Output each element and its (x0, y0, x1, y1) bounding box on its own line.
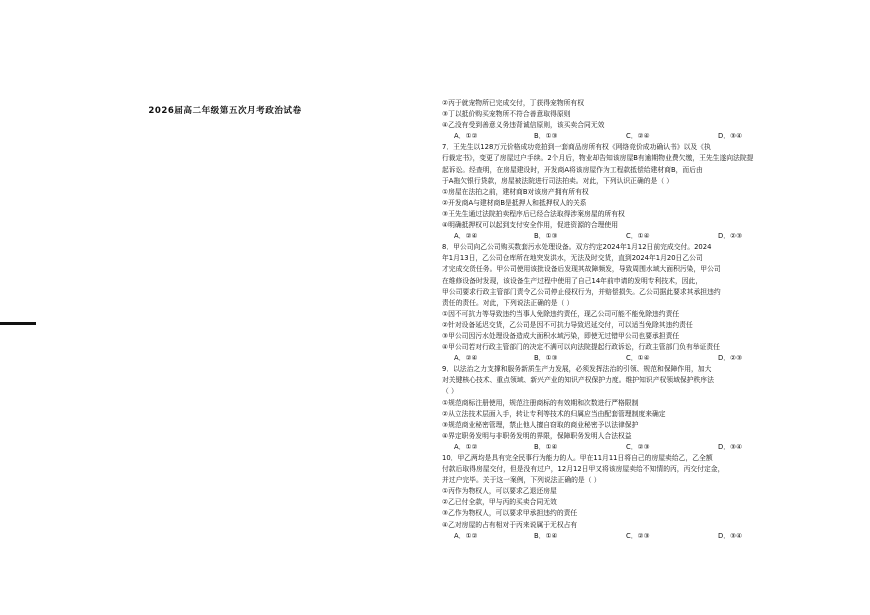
text-line: ①因不可抗力等导致违约当事人免除违约责任，现乙公司可能不能免除违约责任 (442, 309, 680, 318)
text-line: 并过户完毕。关于这一案例，下列说法正确的是（ ） (442, 476, 601, 485)
option: D．②③ (718, 232, 743, 241)
text-line: ①房屋在法拍之前，建材商B对该房产拥有所有权 (442, 187, 589, 196)
text-line: 10．甲乙两均是具有完全民事行为能力的人。甲在11月11日将自己的房屋卖给乙，乙全额 (442, 454, 713, 462)
option: B．①③ (534, 232, 558, 241)
text-line: 在维修设备时发现，该设备生产过程中使用了自己14年前申请的发明专利技术，因此， (442, 276, 703, 285)
text-line: ②针对设备延迟交货，乙公司是因不可抗力导致迟延交付，可以适当免除其违约责任 (442, 320, 693, 329)
text-line: ②乙已付全款，甲与丙的买卖合同无效 (442, 498, 557, 507)
text-line: 年1月13日，乙公司仓库所在地突发洪水，无法及时交货，直到2024年1月20日乙公司 (442, 254, 703, 263)
option: D．②③ (718, 354, 743, 363)
text-line: （ ） (442, 387, 458, 396)
options-q7 (442, 231, 820, 242)
option: D．③④ (718, 531, 743, 540)
text-line: 才完成交货任务。甲公司使用该批设备后发现其故障频发，导致周围水域大面积污染，甲公司 (442, 265, 721, 274)
text-line: 付款后取得房屋交付，但是没有过户，12月12日甲又将该房屋卖给不知情的丙，丙交付定金， (442, 465, 725, 474)
text-line: 对关键核心技术、重点领域、新兴产业的知识产权保护力度。维护知识产权领域保护秩序法 (442, 376, 714, 385)
text-line: 甲公司要求行政主管部门责令乙公司停止侵权行为，并赔偿损失。乙公司据此要求其承担违约 (442, 287, 721, 296)
text-line: ②开发商A与建材商B是抵押人和抵押权人的关系 (442, 198, 587, 207)
options-q9 (442, 442, 820, 453)
option: D．③④ (718, 442, 743, 451)
options-q8 (442, 353, 820, 364)
text-line: ①丙作为物权人，可以要求乙退还房屋 (442, 487, 557, 496)
option: B．①③ (534, 132, 558, 141)
option: A．②④ (454, 354, 478, 363)
text-line: ④甲公司若对行政主管部门的决定不满可以向法院提起行政诉讼，行政主管部门负有举证责任 (442, 343, 720, 352)
text-line: ①规范商标注册使用，规范注册商标的有效期和次数进行严格限制 (442, 398, 639, 407)
exam-title: 2026届高二年级第五次月考政治试卷 (148, 106, 302, 116)
text-line: 8．甲公司向乙公司购买数套污水处理设备。双方约定2024年1月12日前完成交付。2024 (442, 243, 712, 252)
text-line: 7．王先生以128万元价格成功竞拍到一套商品房所有权《网络竞价成功确认书》以及《执 (442, 143, 711, 152)
text-line: ④乙没有受到善意义务违背诚信原则，该买卖合同无效 (442, 121, 605, 130)
option: C．①④ (626, 232, 650, 241)
option: A．①② (454, 132, 478, 141)
right-column (442, 98, 820, 542)
option: B．①④ (534, 442, 558, 451)
option: C．②③ (626, 531, 650, 540)
text-line: ④乙对房屋的占有相对于丙来说属于无权占有 (442, 520, 578, 529)
text-line: ③王先生通过法院拍卖程序后已经合法取得涉案房屋的所有权 (442, 209, 625, 218)
text-line: ③甲公司因污水处理设备造成大面积水域污染，即使无过错甲公司也要承担责任 (442, 331, 680, 340)
option: B．①④ (534, 531, 558, 540)
text-line: 行裁定书》，变更了房屋过户手续。2个月后，物业却告知该房屋B有逾期物业费欠缴，王先生遂向法院提 (442, 154, 754, 163)
text-line: ③规范商业秘密管理，禁止他人擅自窃取的商业秘密予以法律保护 (442, 420, 639, 429)
text-line: ④明确抵押权可以起到支付安全作用，促进资源的合理使用 (442, 221, 619, 230)
option: A．②④ (454, 232, 478, 241)
option: C．②③ (626, 442, 650, 451)
text-line: 起诉讼。经查明，在房屋建设时，开发商A将该房屋作为工程款抵偿给建材商B，而后由 (442, 165, 703, 174)
options-q10 (442, 531, 820, 542)
option: C．①④ (626, 354, 650, 363)
text-line: ②丙于就宠物所已完成交付，丁获得宠物所有权 (442, 99, 585, 107)
text-line: ③乙作为物权人，可以要求甲承担违约的责任 (442, 509, 578, 518)
text-line: 9．以法治之力支撑和服务新质生产力发展，必须发挥法治的引领、规范和保障作用，加大 (442, 365, 712, 374)
option: D．③④ (718, 132, 743, 141)
text-line: ④界定职务发明与非职务发明的界限，保障职务发明人合法权益 (442, 431, 632, 440)
text-line: 责任的责任。对此，下列说法正确的是（ ） (442, 298, 574, 307)
text-line: ③丁以抵价购买宠物所不符合善意取得原则 (442, 110, 571, 119)
binding-margin-mark (0, 322, 36, 325)
text-line: 于A拖欠银行贷款，房屋被法院进行司法拍卖。对此，下列认识正确的是（ ） (442, 176, 674, 185)
option: A．①② (454, 442, 478, 451)
options-q6 (442, 131, 820, 142)
option: A．①② (454, 531, 478, 540)
option: B．①③ (534, 354, 558, 363)
text-line: ②从立法技术层面入手，转让专利等技术的归属应当由配套管理制度来确定 (442, 409, 666, 418)
option: C．②④ (626, 132, 650, 141)
